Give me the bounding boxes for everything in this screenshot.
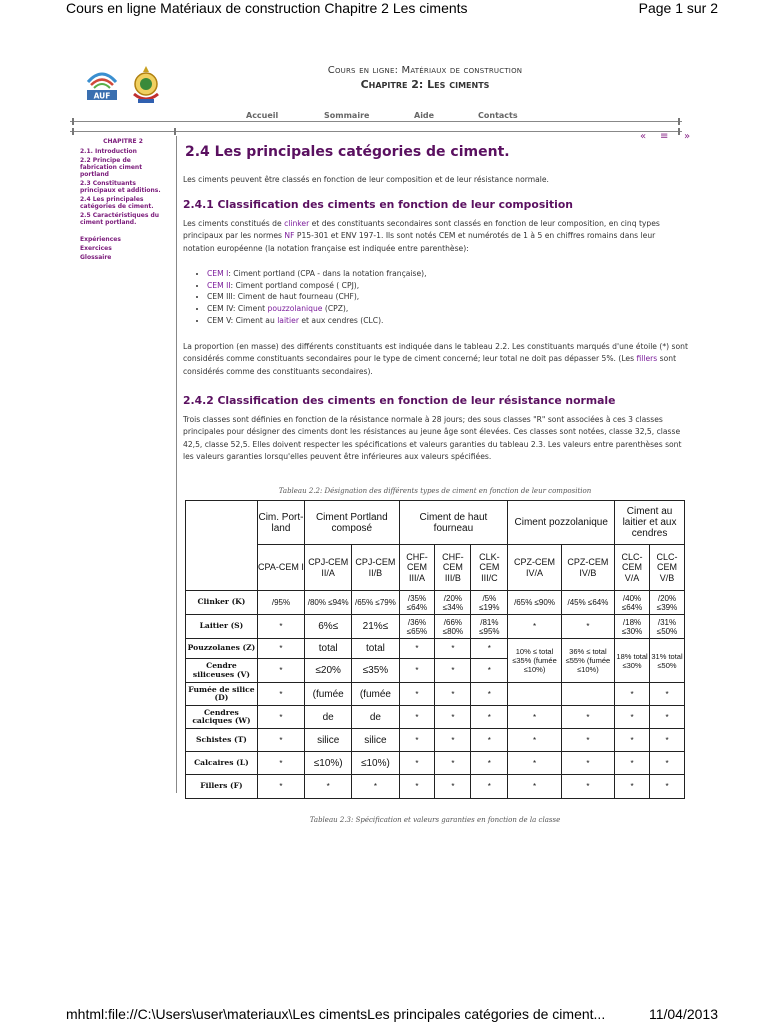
table-cell: (fumée [305,683,352,706]
type-header: CLC-CEM V/B [650,545,685,591]
table-cell: silice [352,729,399,752]
table-cell: * [399,683,435,706]
table-cell: /65% ≤90% [508,591,561,615]
table-cell: * [650,683,685,706]
type-header: CPJ-CEM II/A [305,545,352,591]
type-header: CLC-CEM V/A [615,545,650,591]
table-cell: /35% ≤64% [399,591,435,615]
table-cell: 31% total ≤50% [650,639,685,683]
list-item: • CEM III: Ciment de haut fourneau (CHF), [207,291,687,303]
cement-type-list [183,268,687,327]
table-cell: * [471,683,508,706]
table-cell: ≤35% [352,659,399,683]
table-cell: * [508,775,561,799]
list-item: • CEM IV: Ciment pouzzolanique (CPZ), [207,303,687,315]
nav-accueil[interactable]: Accueil [246,111,279,120]
cem-ii-link[interactable]: CEM II [207,280,231,290]
table-cell: * [471,752,508,775]
table-cell: * [615,706,650,729]
table-cell: /66% ≤80% [435,615,471,639]
auf-logo-text: AUF [93,91,111,101]
table-cell: 21%≤ [352,615,399,639]
table-cell: /40% ≤64% [615,591,650,615]
table-cell: * [471,775,508,799]
section-1-paragraph: Les ciments constitués de clinker et des constituants secondaires sont classés en fonction de leur composition, en cinq types principaux par les normes NF P15-301 et ENV 197-1. Ils sont notés CEM et numérotés de 1 à 5 en chiffres romains dans leur notation européenne (la notation française est indiquée entre parenthèse): [183,219,660,253]
row-header: Cendre siliceuses (V) [186,659,258,683]
sidebar-item-principe[interactable]: 2.2 Principe de fabrication ciment portland [80,157,143,178]
clinker-link[interactable]: clinker [284,219,310,228]
sidebar-item-categories[interactable]: 2.4 Les principales catégories de ciment. [80,196,154,210]
table-cell: * [650,706,685,729]
table-corner [186,501,258,591]
row-header: Fumée de silice (D) [186,683,258,706]
table-cell: total [305,639,352,659]
type-header: CPZ-CEM IV/A [508,545,561,591]
table-cell: * [650,729,685,752]
table-cell: * [399,706,435,729]
group-header: Cim. Port-land [257,501,304,545]
table-cell: /65% ≤79% [352,591,399,615]
table-cell: * [508,615,561,639]
next-page-icon[interactable]: » [684,131,691,142]
composition-table [185,500,685,799]
table-cell: * [257,729,304,752]
table-cell: ≤10%) [305,752,352,775]
sidebar-divider [176,136,177,793]
table-cell: * [561,775,614,799]
sidebar-item-experiences[interactable]: Expériences [80,236,121,243]
intro-paragraph: Les ciments peuvent être classés en fonction de leur composition et de leur résistance normale. [183,175,549,184]
group-header: Ciment au laitier et aux cendres [615,501,685,545]
table-cell: * [257,683,304,706]
table-cell: /80% ≤94% [305,591,352,615]
sidebar-item-exercices[interactable]: Exercices [80,245,112,252]
table-cell: * [561,615,614,639]
auf-logo [84,68,120,102]
table-cell: * [615,775,650,799]
print-footer [66,1006,718,1024]
group-header: Ciment de haut fourneau [399,501,508,545]
table-row [186,775,685,799]
table-cell: /31% ≤50% [650,615,685,639]
sidebar-item-glossaire[interactable]: Glossaire [80,254,112,261]
table-cell: * [508,752,561,775]
row-header: Laitier (S) [186,615,258,639]
table-cell: * [399,729,435,752]
table-row [186,683,685,706]
type-header: CHF-CEM III/A [399,545,435,591]
table-cell: /81% ≤95% [471,615,508,639]
table-cell: * [435,775,471,799]
table-cell: * [650,775,685,799]
list-item: • CEM II: Ciment portland composé ( CPJ), [207,280,687,292]
table-cell: * [615,729,650,752]
group-header: Ciment Portland composé [305,501,399,545]
table-cell: /45% ≤64% [561,591,614,615]
cem-i-link[interactable]: CEM I [207,269,229,278]
table-cell [561,683,614,706]
table-row [186,591,685,615]
second-divider [70,127,682,136]
sidebar-heading: CHAPITRE 2 [103,138,143,145]
table-cell: * [399,752,435,775]
table-cell: * [471,729,508,752]
table-cell: ≤10%) [352,752,399,775]
sidebar-item-constituants[interactable]: 2.3 Constituants principaux et additions. [80,180,161,194]
section-2-paragraph: Trois classes sont définies en fonction de la résistance normale à 28 jours; des sous classes "R" sont associées à ces 3 classes principales pour désigner des ciments dont les résistances au jeune âge sont élevées. Ces classes sont notées, classe 32,5, classe 42,5, classe 52,5. Elles doivent respecter les spécifications et valeurs garanties du tableau 2.3. Les valeurs entre parenthèses sont les valeurs garanties lorsqu'elles peuvent être inférieures aux valeurs spécifiées. [183,415,682,461]
table-cell: * [435,659,471,683]
table-cell: /20% ≤34% [435,591,471,615]
fillers-link[interactable]: fillers [636,354,658,364]
table-cell: /18% ≤30% [615,615,650,639]
nav-sommaire[interactable]: Sommaire [324,111,370,120]
menu-icon[interactable]: ≡ [660,131,669,142]
table-cell: /20% ≤39% [650,591,685,615]
type-header: CPA-CEM I [257,545,304,591]
table-cell: * [471,706,508,729]
table-cell: * [257,775,304,799]
section-2-title: 2.4.2 Classification des ciments en fonction de leur résistance normale [183,394,616,407]
table-cell: * [399,659,435,683]
table-cell: * [561,752,614,775]
table-row [186,706,685,729]
page-title: 2.4 Les principales catégories de ciment. [185,144,510,160]
prev-page-icon[interactable]: « [640,131,647,142]
group-header: Ciment pozzolanique [508,501,615,545]
table-cell: * [615,683,650,706]
section-1-title: 2.4.1 Classification des ciments en fonction de leur composition [183,198,573,211]
list-item: • CEM I: Ciment portland (CPA - dans la notation française), [207,268,687,280]
table-cell: 10% ≤ total ≤35% (fumée ≤10%) [508,639,561,683]
table-cell: * [257,615,304,639]
table-cell: * [435,752,471,775]
table-cell: * [471,659,508,683]
list-item: • CEM V: Ciment au laitier et aux cendres (CLC). [207,315,687,327]
table-cell: * [435,639,471,659]
table-cell [508,683,561,706]
table-cell: 6%≤ [305,615,352,639]
top-divider [70,117,682,126]
table-cell: * [257,752,304,775]
table-cell: * [471,639,508,659]
table-cell: * [257,706,304,729]
print-footer-date: 11/04/2013 [648,1006,718,1022]
site-header [200,65,650,91]
table-cell: de [305,706,352,729]
table-cell: * [399,775,435,799]
table-cell: * [615,752,650,775]
table-2-3-caption: Tableau 2.3: Spécification et valeurs garanties en fonction de la classe [309,816,561,824]
table-cell: * [435,729,471,752]
type-header: CPJ-CEM II/B [352,545,399,591]
row-header: Clinker (K) [186,591,258,615]
table-cell: * [435,706,471,729]
table-cell: /5% ≤19% [471,591,508,615]
table-cell: * [561,706,614,729]
table-cell: * [650,752,685,775]
table-cell: de [352,706,399,729]
proportion-paragraph: La proportion (en masse) des différents constituants est indiquée dans le tableau 2.2. Les constituants marqués d'une étoile (*) sont considérés comme constituants secondaires pour le type de ciment concerné; leur total ne doit pas dépasser 5%. (Les fillers sont considérés comme des constituants secondaires). [183,342,688,376]
site-title: Cours en ligne: Matériaux de construction [327,65,523,76]
table-cell: 36% ≤ total ≤55% (fumée ≤10%) [561,639,614,683]
pouzzolanique-link[interactable]: pouzzolanique [267,304,323,314]
row-header: Cendres calciques (W) [186,706,258,729]
table-cell: * [257,639,304,659]
table-cell: * [399,639,435,659]
type-header: CLK-CEM III/C [471,545,508,591]
table-cell: (fumée [352,683,399,706]
table-cell: ≤20% [305,659,352,683]
table-cell: * [305,775,352,799]
table-cell: * [561,729,614,752]
table-cell: * [508,729,561,752]
sidebar-item-introduction[interactable]: 2.1. Introduction [80,148,137,155]
nav-aide[interactable]: Aide [414,111,435,120]
sidebar-item-caracteristiques[interactable]: 2.5 Caractéristiques du ciment portland. [80,212,160,226]
row-header: Calcaires (L) [186,752,258,775]
sidebar [80,138,166,263]
table-cell: * [435,683,471,706]
table-2-2-caption: Tableau 2.2: Désignation des différents types de ciment en fonction de leur composition [278,487,592,495]
print-header-title: Cours en ligne Matériaux de construction Chapitre 2 Les ciments [66,0,468,16]
print-header [66,0,718,18]
seal-logo [130,64,162,106]
chapter-title: Chapitre 2: Les ciments [360,78,490,91]
table-cell: * [352,775,399,799]
table-cell: /36% ≤65% [399,615,435,639]
table-cell: silice [305,729,352,752]
row-header: Schistes (T) [186,729,258,752]
row-header: Pouzzolanes (Z) [186,639,258,659]
table-cell: * [257,659,304,683]
laitier-link[interactable]: laitier [277,315,299,325]
type-header: CPZ-CEM IV/B [561,545,614,591]
row-header: Fillers (F) [186,775,258,799]
table-row [186,752,685,775]
type-header: CHF-CEM III/B [435,545,471,591]
table-row [186,729,685,752]
print-footer-path: mhtml:file://C:\Users\user\materiaux\Les cimentsLes principales catégories de ciment... [66,1006,606,1022]
table-row [186,639,685,659]
table-cell: 18% total ≤30% [615,639,650,683]
nf-link[interactable]: NF [284,231,295,241]
table-cell: * [508,706,561,729]
print-header-page: Page 1 sur 2 [638,0,718,16]
table-cell: /95% [257,591,304,615]
table-row [186,615,685,639]
table-cell: total [352,639,399,659]
nav-contacts[interactable]: Contacts [478,111,518,120]
